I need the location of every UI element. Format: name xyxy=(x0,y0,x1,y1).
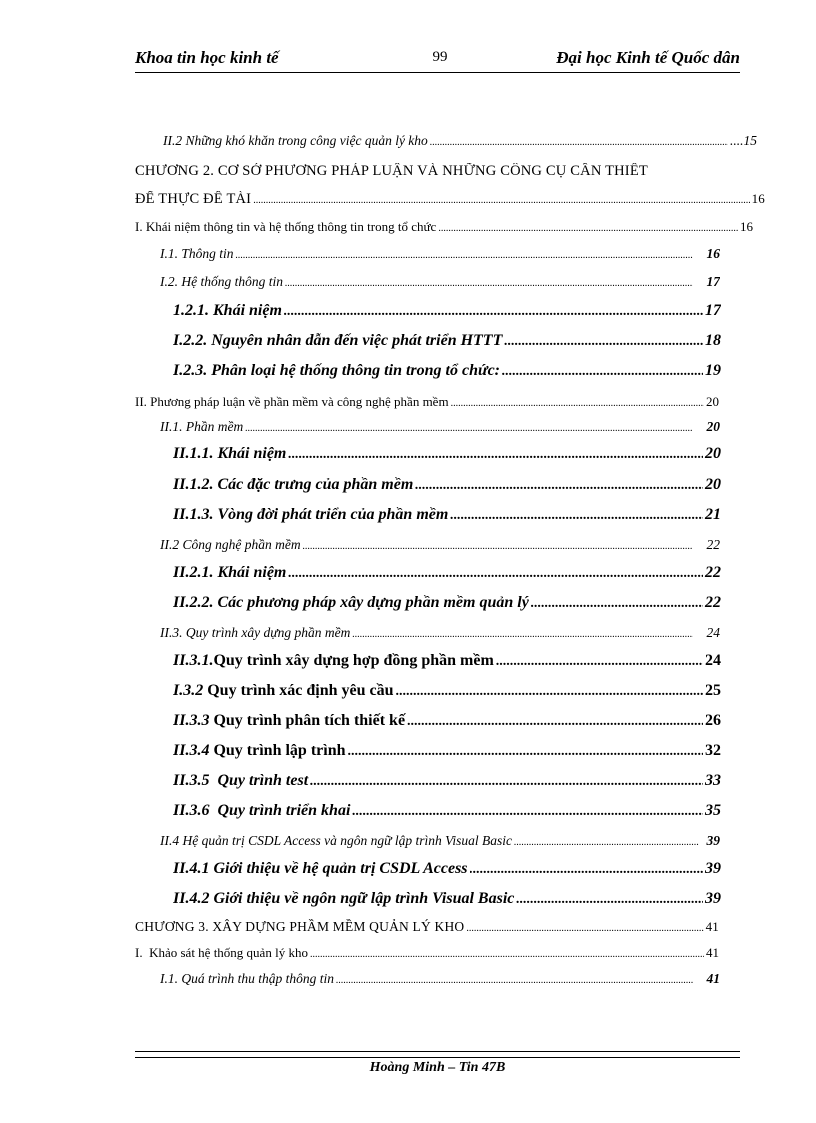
toc-entry-title: II.4 Hệ quản trị CSDL Access và ngôn ngữ lập trình Visual Basic xyxy=(160,833,512,848)
toc-subentry[interactable] xyxy=(173,860,721,878)
toc-entry-title: CHƯƠNG 2. CƠ SỞ PHƯƠNG PHÁP LUẬN VÀ NHỮNG CÔNG CỤ CẦN THIẾT xyxy=(135,163,648,179)
toc-entry-number: I.3.2 xyxy=(173,682,204,699)
toc-subentry[interactable] xyxy=(173,742,721,760)
toc-entry-page: 26 xyxy=(705,712,721,729)
toc-entry-page: 35 xyxy=(705,802,721,819)
toc-chapter[interactable] xyxy=(135,163,729,180)
toc-entry-page: 16 xyxy=(706,246,720,261)
toc-subentry[interactable] xyxy=(173,476,721,494)
toc-entry-title: II.2 Những khó khăn trong công việc quản lý kho xyxy=(163,133,428,148)
toc-subentry[interactable] xyxy=(173,890,721,908)
toc-entry-title: I.1. Thông tin xyxy=(160,246,234,261)
page-footer: Hoàng Minh – Tin 47B xyxy=(369,1060,506,1075)
toc-entry-title: II.1.2. Các đặc trưng của phần mềm xyxy=(173,476,414,493)
toc-entry-title: II.3. Quy trình xây dựng phần mềm xyxy=(160,625,351,640)
toc-entry-page: 16 xyxy=(751,191,765,206)
header-faculty: Khoa tin học kinh tế xyxy=(135,48,279,67)
toc-entry-title: II.1.1. Khái niệm xyxy=(173,445,287,462)
toc-entry-number: II.3.4 xyxy=(173,742,210,759)
toc-entry-title: II.1. Phần mềm xyxy=(160,419,244,434)
toc-entry-page: 19 xyxy=(705,362,721,379)
toc-subentry[interactable] xyxy=(173,712,721,730)
toc-subentry[interactable] xyxy=(173,302,721,320)
toc-entry-title: II.3.6 Quy trình triển khai xyxy=(173,802,351,819)
toc-entry-number: II.3.3 xyxy=(173,712,210,729)
toc-subentry[interactable] xyxy=(173,594,721,612)
toc-entry-number: II.3.1. xyxy=(173,652,214,669)
page-number: 99 xyxy=(432,49,448,65)
toc-entry-title: I. Khái niệm thông tin và hệ thống thông tin trong tổ chức xyxy=(135,219,437,234)
toc-entry-title: Quy trình xác định yêu cầu xyxy=(203,682,394,699)
toc-entry-page: 18 xyxy=(705,332,721,349)
toc-entry-page: 16 xyxy=(740,219,753,234)
toc-subentry[interactable] xyxy=(173,564,721,582)
toc-entry-page: 24 xyxy=(706,625,720,640)
toc-entry-title: I.1. Quá trình thu thập thông tin xyxy=(160,971,335,986)
toc-entry-page: 21 xyxy=(705,506,721,523)
toc-entry[interactable] xyxy=(160,971,720,987)
toc-entry-page: 17 xyxy=(706,274,720,289)
toc-entry-page: 39 xyxy=(706,833,720,848)
toc-entry-title: II.4.2 Giới thiệu về ngôn ngữ lập trình Visual Basic xyxy=(173,890,515,907)
toc-entry-title: II.4.1 Giới thiệu về hệ quản trị CSDL Access xyxy=(173,860,468,877)
toc-entry-page: 20 xyxy=(706,419,720,434)
toc-entry[interactable] xyxy=(160,274,720,290)
toc-entry-title: ĐỂ THỰC ĐỀ TÀI xyxy=(135,191,252,207)
toc-entry-page: 17 xyxy=(705,302,721,319)
toc-section[interactable] xyxy=(135,219,753,235)
toc-entry-page: 20 xyxy=(705,445,721,462)
toc-entry-title: I.2. Hệ thống thông tin xyxy=(160,274,283,289)
toc-entry[interactable] xyxy=(160,625,720,641)
toc-subentry[interactable] xyxy=(173,362,721,380)
toc-entry-title: I. Khảo sát hệ thống quản lý kho xyxy=(135,945,308,960)
toc-subentry[interactable] xyxy=(173,682,721,700)
toc-chapter[interactable] xyxy=(135,919,719,935)
toc-entry-title: CHƯƠNG 3. XÂY DỰNG PHẦM MỀM QUẢN LÝ KHO xyxy=(135,919,465,934)
header-university: Đại học Kinh tế Quốc dân xyxy=(556,48,740,67)
toc-entry-page: 41 xyxy=(705,919,719,934)
toc-entry-page: 22 xyxy=(706,537,720,552)
toc-entry-title: Quy trình lập trình xyxy=(209,742,346,759)
toc-entry-page: 39 xyxy=(705,860,721,877)
toc-section[interactable] xyxy=(135,945,719,961)
toc-entry-page: 41 xyxy=(706,971,720,986)
toc-entry-page: 41 xyxy=(706,945,719,960)
toc-entry[interactable] xyxy=(160,537,720,553)
toc-entry-page: 24 xyxy=(705,652,721,669)
toc-entry[interactable] xyxy=(160,833,720,849)
toc-entry-page: 32 xyxy=(705,742,721,759)
toc-entry-title: 1.2.1. Khái niệm xyxy=(173,302,282,319)
toc-entry-page: 20 xyxy=(706,394,719,409)
toc-entry-page: 25 xyxy=(705,682,721,699)
toc-entry[interactable] xyxy=(163,133,757,149)
toc-entry-page: 33 xyxy=(705,772,721,789)
toc-entry-page: 20 xyxy=(705,476,721,493)
toc-subentry[interactable] xyxy=(173,802,721,820)
toc-section[interactable] xyxy=(135,394,719,410)
toc-entry-title: II.2.2. Các phương pháp xây dựng phần mềm quản lý xyxy=(173,594,529,611)
toc-entry-page: 22 xyxy=(705,564,721,581)
toc-entry-title: II.2 Công nghệ phần mềm xyxy=(160,537,301,552)
toc-subentry[interactable] xyxy=(173,445,721,463)
toc-entry-page: 22 xyxy=(705,594,721,611)
footer-rule xyxy=(135,1051,740,1058)
toc-entry[interactable] xyxy=(160,246,720,262)
toc-entry-page: ....15 xyxy=(730,133,757,148)
toc-chapter-cont[interactable] xyxy=(135,191,765,208)
toc-entry-title: II.1.3. Vòng đời phát triển của phần mềm xyxy=(173,506,449,523)
toc-subentry[interactable] xyxy=(173,772,721,790)
toc-entry-title: I.2.2. Nguyên nhân dẫn đến việc phát triển HTTT xyxy=(173,332,503,349)
toc-entry-title: Quy trình phân tích thiết kế xyxy=(209,712,406,729)
toc-entry-title: II.3.5 Quy trình test xyxy=(173,772,309,789)
page-header xyxy=(135,46,740,73)
toc-subentry[interactable] xyxy=(173,506,721,524)
toc-entry[interactable] xyxy=(160,419,720,435)
toc-entry-title: II. Phương pháp luận về phần mềm và công nghệ phần mềm xyxy=(135,394,449,409)
toc-entry-page: 39 xyxy=(705,890,721,907)
toc-entry-title: II.2.1. Khái niệm xyxy=(173,564,287,581)
toc-subentry[interactable] xyxy=(173,652,721,670)
toc-subentry[interactable] xyxy=(173,332,721,350)
toc-entry-title: I.2.3. Phân loại hệ thống thông tin trong tổ chức: xyxy=(173,362,500,379)
toc-entry-title: Quy trình xây dựng hợp đồng phần mềm xyxy=(213,652,494,669)
